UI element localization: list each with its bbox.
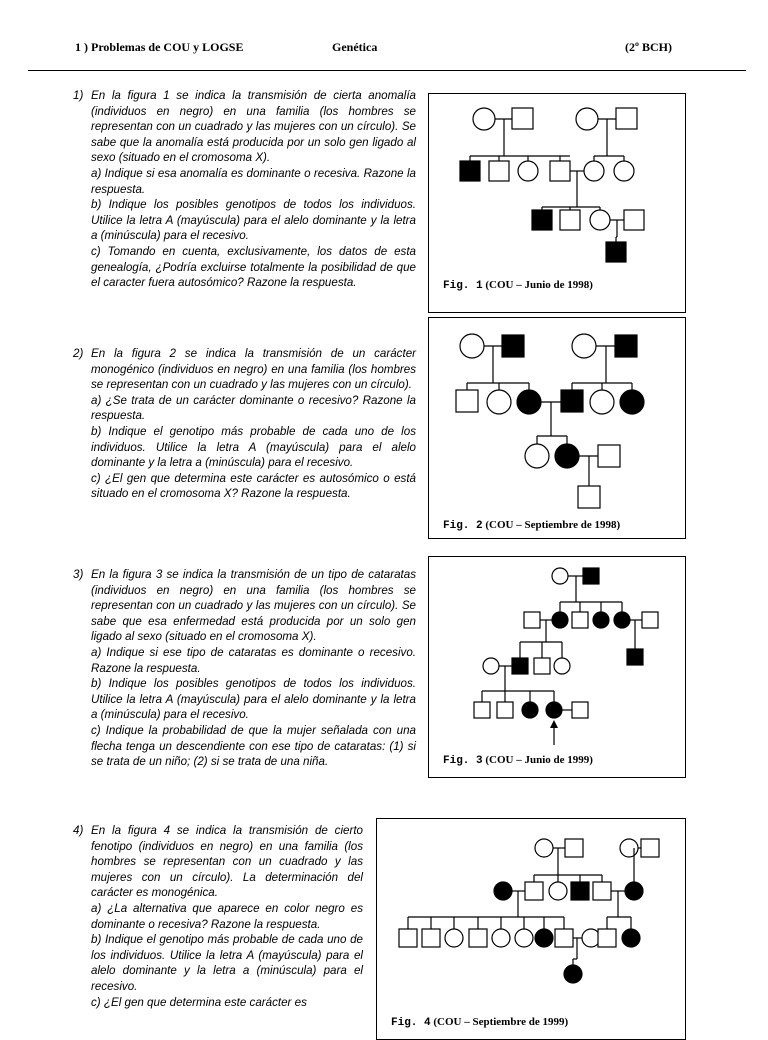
- figure-3: [428, 556, 686, 778]
- caption-label: Fig. 3: [443, 755, 483, 767]
- question-a: a) Indique si ese tipo de cataratas es dominante o recesivo. Razone la respuesta.: [91, 645, 416, 675]
- male-unaffected: [555, 929, 573, 947]
- problem-statement: En la figura 4 se indica la transmisión de cierto fenotipo (individuos en negro) en una familia (los hombres se representan con un cuadrado y las mujeres con un círculo). La determinación del carácter es monogénica.: [91, 824, 363, 900]
- female-affected: [593, 612, 609, 628]
- female-affected: [625, 882, 643, 900]
- figure-2-caption: [443, 519, 620, 532]
- female-unaffected: [487, 390, 511, 414]
- male-unaffected: [422, 929, 440, 947]
- problem-number: 1): [73, 89, 84, 102]
- figure-1: [428, 93, 686, 313]
- problem-statement: En la figura 2 se indica la transmisión de un carácter monogénico (individuos en negro) en una familia (los hombres se representan con un cuadrado y las mujeres con un círculo).: [91, 347, 416, 392]
- header-rule: [28, 70, 746, 71]
- question-c: c) Tomando en cuenta, exclusivamente, los datos de esta genealogía, ¿Podría excluirse totalmente la posibilidad de que el caracter fuera autosómico? Razone la respuesta.: [91, 244, 416, 290]
- caption-text: (COU – Junio de 1999): [485, 754, 593, 766]
- male-affected: [502, 335, 524, 357]
- male-unaffected: [469, 929, 487, 947]
- question-a: a) ¿Se trata de un carácter dominante o recesivo? Razone la respuesta.: [91, 393, 416, 423]
- male-unaffected: [642, 612, 658, 628]
- female-affected: [535, 929, 553, 947]
- caption-text: (COU – Septiembre de 1998): [485, 519, 621, 531]
- question-a: a) ¿La alternativa que aparece en color negro es dominante o recesiva? Razone la respuesta.: [91, 901, 363, 931]
- female-unaffected: [572, 334, 596, 358]
- pedigree-4: [377, 819, 685, 1039]
- female-unaffected: [614, 161, 634, 181]
- caption-label: Fig. 1: [443, 280, 483, 292]
- male-unaffected: [598, 929, 616, 947]
- male-affected: [512, 658, 528, 674]
- male-unaffected: [572, 702, 588, 718]
- problem-number: 4): [73, 824, 84, 837]
- female-unaffected: [445, 929, 463, 947]
- female-unaffected: [515, 929, 533, 947]
- pedigree-3: [429, 557, 685, 777]
- male-affected: [615, 335, 637, 357]
- figure-2: [428, 317, 686, 539]
- male-affected: [627, 649, 643, 665]
- figure-4: [376, 818, 686, 1040]
- caption-text: (COU – Septiembre de 1999): [433, 1016, 569, 1028]
- female-unaffected: [582, 929, 600, 947]
- female-unaffected: [473, 108, 495, 130]
- figure-1-caption: [443, 279, 593, 292]
- female-unaffected: [584, 161, 604, 181]
- pedigree-2: [429, 318, 685, 538]
- arrowhead-icon: [550, 720, 558, 728]
- male-affected: [460, 161, 480, 181]
- female-affected: [555, 444, 579, 468]
- female-unaffected: [492, 929, 510, 947]
- problem-number: 3): [73, 568, 84, 581]
- male-unaffected: [524, 612, 540, 628]
- male-unaffected: [560, 210, 580, 230]
- female-unaffected: [535, 839, 553, 857]
- female-affected: [494, 882, 512, 900]
- male-affected: [583, 568, 599, 584]
- male-unaffected: [598, 445, 620, 467]
- female-unaffected: [525, 444, 549, 468]
- question-c: c) ¿El gen que determina este carácter es autosómico o está situado en el cromosoma X? Razone la respuesta.: [91, 471, 416, 501]
- problem-statement: En la figura 3 se indica la transmisión de un tipo de cataratas (individuos en negro) en una familia (los hombres se representan con un cuadrado y las mujeres con un círculo). Se sabe que esa enfermedad está producida por un solo gen ligado al sexo (situado en el cromosoma X).: [91, 568, 416, 644]
- female-affected: [564, 965, 582, 983]
- header-subject: Genética: [332, 40, 378, 54]
- female-unaffected: [576, 108, 598, 130]
- female-affected: [620, 390, 644, 414]
- male-unaffected: [565, 839, 583, 857]
- male-unaffected: [525, 882, 543, 900]
- page-header: [0, 0, 768, 72]
- male-unaffected: [489, 161, 509, 181]
- header-course: 1 ) Problemas de COU y LOGSE: [75, 40, 244, 54]
- male-unaffected: [578, 486, 600, 508]
- male-unaffected: [624, 210, 644, 230]
- question-a: a) Indique si esa anomalía es dominante o recesiva. Razone la respuesta.: [91, 166, 416, 196]
- caption-label: Fig. 4: [391, 1017, 431, 1029]
- male-unaffected: [641, 839, 659, 857]
- male-unaffected: [456, 390, 478, 412]
- question-c: c) Indique la probabilidad de que la mujer señalada con una flecha tenga un descendiente con ese tipo de cataratas: (1) si se trata de un niño; (2) si se trata de una niña.: [91, 723, 416, 769]
- problem-number: 2): [73, 347, 84, 360]
- male-unaffected: [534, 658, 550, 674]
- female-unaffected: [620, 839, 638, 857]
- female-affected: [552, 612, 568, 628]
- caption-label: Fig. 2: [443, 520, 483, 532]
- male-unaffected: [497, 702, 513, 718]
- female-affected: [522, 702, 538, 718]
- male-unaffected: [512, 108, 533, 129]
- female-affected: [546, 702, 562, 718]
- caption-text: (COU – Junio de 1998): [485, 279, 593, 291]
- female-unaffected: [552, 568, 568, 584]
- female-unaffected: [460, 334, 484, 358]
- male-unaffected: [550, 161, 570, 181]
- female-unaffected: [554, 658, 570, 674]
- male-unaffected: [399, 929, 417, 947]
- female-affected: [517, 390, 541, 414]
- problem-statement: En la figura 1 se indica la transmisión de cierta anomalía (individuos en negro) en una familia (los hombres se representan con un cuadrado y las mujeres con un círculo). Se sabe que la anomalía está producida por un solo gen ligado al sexo (situado en el cromosoma X).: [91, 89, 416, 165]
- question-b: b) Indique los posibles genotipos de todos los individuos. Utilice la letra A (mayúscula) para el alelo dominante y la letra a (minúscula) para el recesivo.: [91, 677, 416, 722]
- figure-4-caption: [391, 1016, 568, 1029]
- male-unaffected: [593, 882, 611, 900]
- question-b: b) Indique el genotipo más probable de cada uno de los individuos. Utilice la letra A (mayúscula) para el alelo dominante y la letra a (minúscula) para el recesivo.: [91, 424, 416, 470]
- male-affected: [606, 242, 626, 262]
- male-unaffected: [474, 702, 490, 718]
- female-unaffected: [590, 210, 610, 230]
- male-affected: [532, 210, 552, 230]
- figure-3-caption: [443, 754, 593, 767]
- female-unaffected: [549, 882, 567, 900]
- male-affected: [571, 882, 589, 900]
- question-b: b) Indique los posibles genotipos de todos los individuos. Utilice la letra A (mayúscula) para el alelo dominante y la letra a (minúscula) para el recesivo.: [91, 198, 416, 243]
- male-affected: [561, 390, 583, 412]
- female-unaffected: [590, 390, 614, 414]
- female-unaffected: [518, 161, 538, 181]
- male-unaffected: [572, 612, 588, 628]
- male-unaffected: [616, 108, 637, 129]
- female-affected: [622, 929, 640, 947]
- question-c: c) ¿El gen que determina este carácter es: [91, 995, 307, 1009]
- female-unaffected: [483, 658, 499, 674]
- female-affected: [614, 612, 630, 628]
- question-b: b) Indique el genotipo más probable de cada uno de los individuos. Utilice la letra A (mayúscula) para el alelo dominante y la letra a (minúscula) para el recesivo.: [91, 933, 363, 993]
- header-level: (2º BCH): [625, 40, 672, 54]
